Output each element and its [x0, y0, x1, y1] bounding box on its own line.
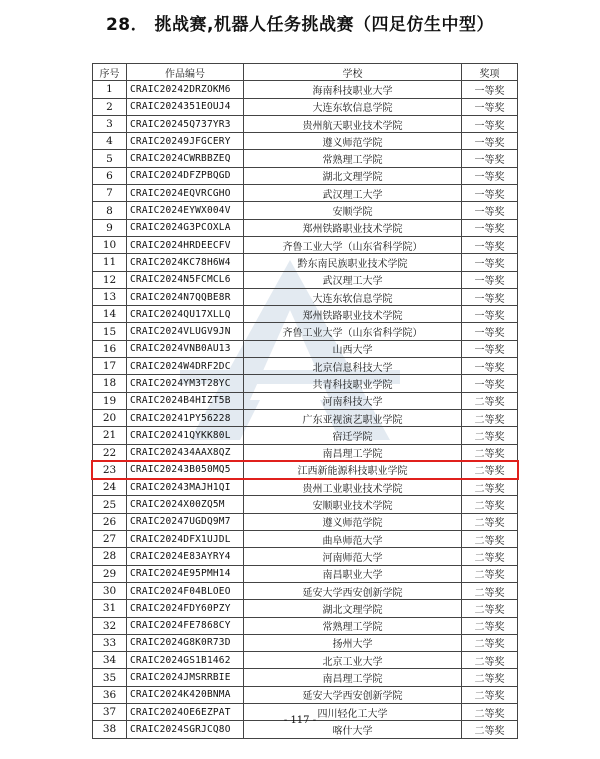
row-award: 二等奖 [462, 600, 518, 617]
row-award: 一等奖 [462, 271, 518, 288]
row-index: 33 [93, 634, 127, 651]
row-index: 19 [93, 392, 127, 409]
table-row [93, 115, 518, 132]
row-code: CRAIC20243MAJH1QI [127, 479, 244, 496]
row-award: 二等奖 [462, 461, 518, 478]
row-school: 广东亚视演艺职业学院 [244, 409, 462, 426]
row-index: 1 [93, 81, 127, 98]
row-code: CRAIC2024DFX1UJDL [127, 531, 244, 548]
row-code: CRAIC2024OE6EZPAT [127, 703, 244, 720]
table-row [93, 634, 518, 651]
table-row [93, 219, 518, 236]
row-code: CRAIC2024SGRJCQ8O [127, 721, 244, 738]
row-code: CRAIC20242DRZOKM6 [127, 81, 244, 98]
row-school: 安顺学院 [244, 202, 462, 219]
row-code: CRAIC20241QYKK80L [127, 427, 244, 444]
row-award: 一等奖 [462, 323, 518, 340]
row-school: 黔东南民族职业技术学院 [244, 254, 462, 271]
col-header-school: 学校 [244, 64, 462, 81]
row-award: 二等奖 [462, 669, 518, 686]
row-award: 一等奖 [462, 202, 518, 219]
table-row [93, 202, 518, 219]
table-row [93, 461, 518, 478]
row-code: CRAIC2024N7QQBE8R [127, 288, 244, 305]
row-index: 12 [93, 271, 127, 288]
row-code: CRAIC2024X00ZQ5M [127, 496, 244, 513]
page-number: - 117 - [283, 715, 317, 726]
row-code: CRAIC2024JMSRRBIE [127, 669, 244, 686]
row-award: 一等奖 [462, 115, 518, 132]
row-award: 一等奖 [462, 185, 518, 202]
row-index: 10 [93, 236, 127, 253]
row-index: 35 [93, 669, 127, 686]
row-code: CRAIC2024VNB0AU13 [127, 340, 244, 357]
table-row [93, 98, 518, 115]
row-award: 二等奖 [462, 392, 518, 409]
row-index: 22 [93, 444, 127, 461]
col-header-code: 作品编号 [127, 64, 244, 81]
row-award: 二等奖 [462, 513, 518, 530]
row-award: 二等奖 [462, 496, 518, 513]
row-code: CRAIC202434AAX8QZ [127, 444, 244, 461]
table-row [93, 254, 518, 271]
row-code: CRAIC2024GS1B1462 [127, 652, 244, 669]
table-header-row [93, 64, 518, 81]
table-row [93, 236, 518, 253]
row-award: 二等奖 [462, 531, 518, 548]
row-code: CRAIC2024F04BLOEO [127, 582, 244, 599]
row-code: CRAIC2024KC78H6W4 [127, 254, 244, 271]
row-code: CRAIC20247UGDQ9M7 [127, 513, 244, 530]
row-code: CRAIC20249JFGCERY [127, 133, 244, 150]
row-index: 4 [93, 133, 127, 150]
row-index: 20 [93, 409, 127, 426]
row-code: CRAIC2024G8K0R73D [127, 634, 244, 651]
row-school: 延安大学西安创新学院 [244, 582, 462, 599]
table-row [93, 686, 518, 703]
row-award: 二等奖 [462, 686, 518, 703]
table-row [93, 323, 518, 340]
row-index: 6 [93, 167, 127, 184]
row-code: CRAIC20243B050MQ5 [127, 461, 244, 478]
row-award: 一等奖 [462, 98, 518, 115]
table-body [93, 81, 518, 738]
row-index: 9 [93, 219, 127, 236]
row-index: 23 [93, 461, 127, 478]
row-code: CRAIC2024E95PMH14 [127, 565, 244, 582]
row-award: 一等奖 [462, 288, 518, 305]
table-row [93, 340, 518, 357]
row-school: 郑州铁路职业技术学院 [244, 219, 462, 236]
table-row [93, 358, 518, 375]
row-code: CRAIC2024DFZPBQGD [127, 167, 244, 184]
awards-table [92, 63, 518, 739]
row-school: 喀什大学 [244, 721, 462, 738]
row-award: 一等奖 [462, 236, 518, 253]
row-school: 江西新能源科技职业学院 [244, 461, 462, 478]
row-code: CRAIC2024351EOUJ4 [127, 98, 244, 115]
row-school: 北京工业大学 [244, 652, 462, 669]
row-school: 大连东软信息学院 [244, 98, 462, 115]
row-award: 二等奖 [462, 652, 518, 669]
row-code: CRAIC2024W4DRF2DC [127, 358, 244, 375]
row-school: 常熟理工学院 [244, 150, 462, 167]
row-award: 二等奖 [462, 582, 518, 599]
row-index: 16 [93, 340, 127, 357]
row-award: 二等奖 [462, 409, 518, 426]
row-award: 二等奖 [462, 444, 518, 461]
row-code: CRAIC2024EQVRCGHO [127, 185, 244, 202]
row-code: CRAIC2024K420BNMA [127, 686, 244, 703]
row-index: 13 [93, 288, 127, 305]
row-code: CRAIC2024FE7868CY [127, 617, 244, 634]
row-index: 24 [93, 479, 127, 496]
row-index: 36 [93, 686, 127, 703]
row-index: 15 [93, 323, 127, 340]
row-award: 一等奖 [462, 167, 518, 184]
row-award: 二等奖 [462, 565, 518, 582]
table-row [93, 185, 518, 202]
table-row [93, 565, 518, 582]
row-school: 山西大学 [244, 340, 462, 357]
col-header-index: 序号 [93, 64, 127, 81]
table-row [93, 582, 518, 599]
table-row [93, 288, 518, 305]
row-award: 二等奖 [462, 617, 518, 634]
row-code: CRAIC2024N5FCMCL6 [127, 271, 244, 288]
row-school: 大连东软信息学院 [244, 288, 462, 305]
row-school: 贵州工业职业技术学院 [244, 479, 462, 496]
row-school: 共青科技职业学院 [244, 375, 462, 392]
row-code: CRAIC2024G3PCOXLA [127, 219, 244, 236]
row-index: 14 [93, 306, 127, 323]
row-school: 河南师范大学 [244, 548, 462, 565]
table-row [93, 167, 518, 184]
row-index: 37 [93, 703, 127, 720]
row-award: 一等奖 [462, 375, 518, 392]
row-school: 南昌理工学院 [244, 444, 462, 461]
row-award: 一等奖 [462, 219, 518, 236]
row-award: 二等奖 [462, 703, 518, 720]
table-row [93, 392, 518, 409]
table-row [93, 669, 518, 686]
table-row [93, 617, 518, 634]
row-index: 32 [93, 617, 127, 634]
row-index: 28 [93, 548, 127, 565]
row-code: CRAIC2024B4HIZT5B [127, 392, 244, 409]
row-code: CRAIC2024CWRBBZEQ [127, 150, 244, 167]
row-school: 常熟理工学院 [244, 617, 462, 634]
row-award: 一等奖 [462, 358, 518, 375]
table-row [93, 531, 518, 548]
row-school: 湖北文理学院 [244, 600, 462, 617]
row-school: 湖北文理学院 [244, 167, 462, 184]
row-index: 31 [93, 600, 127, 617]
row-school: 齐鲁工业大学（山东省科学院） [244, 323, 462, 340]
table-row [93, 306, 518, 323]
row-index: 25 [93, 496, 127, 513]
row-school: 南昌理工学院 [244, 669, 462, 686]
row-index: 17 [93, 358, 127, 375]
row-school: 贵州航天职业技术学院 [244, 115, 462, 132]
table-row [93, 600, 518, 617]
row-code: CRAIC20245Q737YR3 [127, 115, 244, 132]
table-row [93, 427, 518, 444]
row-code: CRAIC2024YM3T28YC [127, 375, 244, 392]
row-award: 二等奖 [462, 721, 518, 738]
row-school: 海南科技职业大学 [244, 81, 462, 98]
row-index: 21 [93, 427, 127, 444]
row-school: 郑州铁路职业技术学院 [244, 306, 462, 323]
row-award: 一等奖 [462, 340, 518, 357]
table-row [93, 150, 518, 167]
row-award: 一等奖 [462, 150, 518, 167]
row-school: 齐鲁工业大学（山东省科学院） [244, 236, 462, 253]
row-school: 扬州大学 [244, 634, 462, 651]
row-index: 26 [93, 513, 127, 530]
table-row [93, 133, 518, 150]
table-row [93, 513, 518, 530]
row-school: 武汉理工大学 [244, 185, 462, 202]
row-award: 二等奖 [462, 634, 518, 651]
row-school: 四川轻化工大学 [244, 703, 462, 720]
page-title: 28． 挑战赛,机器人任务挑战赛（四足仿生中型） [105, 15, 495, 35]
row-index: 29 [93, 565, 127, 582]
row-school: 河南科技大学 [244, 392, 462, 409]
row-school: 南昌职业大学 [244, 565, 462, 582]
row-index: 3 [93, 115, 127, 132]
row-award: 一等奖 [462, 81, 518, 98]
row-index: 30 [93, 582, 127, 599]
table-row [93, 479, 518, 496]
col-header-award: 奖项 [462, 64, 518, 81]
row-code: CRAIC2024EYWX004V [127, 202, 244, 219]
row-index: 34 [93, 652, 127, 669]
table-row [93, 409, 518, 426]
row-school: 武汉理工大学 [244, 271, 462, 288]
row-code: CRAIC2024HRDEECFV [127, 236, 244, 253]
row-school: 延安大学西安创新学院 [244, 686, 462, 703]
row-award: 二等奖 [462, 479, 518, 496]
row-index: 7 [93, 185, 127, 202]
row-school: 安顺职业技术学院 [244, 496, 462, 513]
row-code: CRAIC2024FDY60PZY [127, 600, 244, 617]
row-award: 一等奖 [462, 133, 518, 150]
row-index: 38 [93, 721, 127, 738]
row-index: 27 [93, 531, 127, 548]
row-award: 一等奖 [462, 254, 518, 271]
row-school: 曲阜师范大学 [244, 531, 462, 548]
row-index: 18 [93, 375, 127, 392]
row-school: 北京信息科技大学 [244, 358, 462, 375]
row-code: CRAIC2024QU17XLLQ [127, 306, 244, 323]
row-index: 8 [93, 202, 127, 219]
row-code: CRAIC20241PY56228 [127, 409, 244, 426]
table-row [93, 271, 518, 288]
row-index: 2 [93, 98, 127, 115]
table-row [93, 652, 518, 669]
table-row [93, 496, 518, 513]
row-index: 5 [93, 150, 127, 167]
row-index: 11 [93, 254, 127, 271]
row-school: 遵义师范学院 [244, 133, 462, 150]
row-school: 宿迁学院 [244, 427, 462, 444]
row-code: CRAIC2024E83AYRY4 [127, 548, 244, 565]
row-award: 二等奖 [462, 548, 518, 565]
row-code: CRAIC2024VLUGV9JN [127, 323, 244, 340]
row-school: 遵义师范学院 [244, 513, 462, 530]
table-row [93, 375, 518, 392]
table-row [93, 81, 518, 98]
table-row [93, 444, 518, 461]
table-row [93, 548, 518, 565]
row-award: 一等奖 [462, 306, 518, 323]
row-award: 二等奖 [462, 427, 518, 444]
